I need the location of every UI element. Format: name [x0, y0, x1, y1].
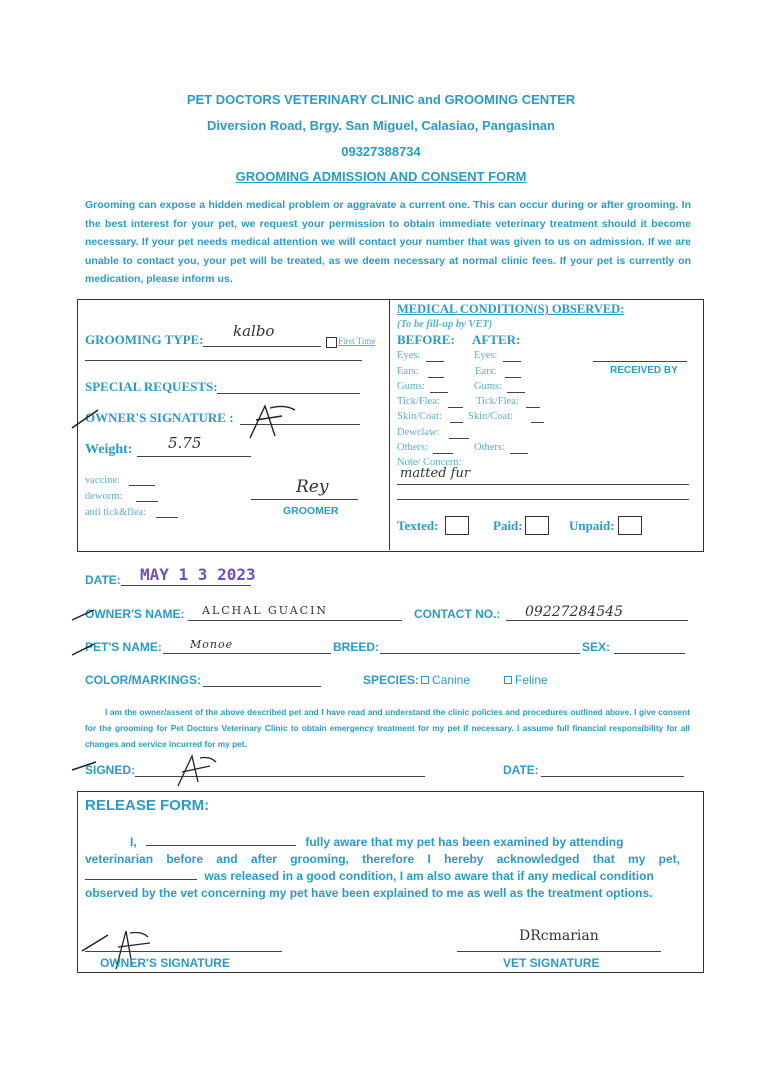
before-label: BEFORE:	[397, 332, 455, 347]
medical-subtitle: (To be fill-up by VET)	[397, 319, 493, 330]
before-tick: Tick/Flea:	[397, 396, 440, 407]
groomer-line	[251, 499, 358, 500]
received-by-label: RECEIVED BY	[610, 365, 678, 376]
release-vet-sig-value: DRcmarian	[519, 928, 599, 944]
vaccine-label: vaccine:	[85, 475, 120, 486]
before-ears: Ears:	[397, 366, 419, 377]
received-by-line	[593, 361, 687, 362]
date-label: DATE:	[85, 573, 121, 587]
consent-date-label: DATE:	[503, 763, 539, 777]
anti-tick-line	[156, 517, 178, 518]
release-vet-sig-line	[457, 951, 661, 952]
contact-value[interactable]: 09227284545	[525, 604, 623, 620]
deworm-line	[136, 501, 158, 502]
feline-label: Feline	[515, 673, 548, 687]
sex-label: SEX:	[582, 640, 611, 654]
before-others: Others:	[397, 442, 428, 453]
contact-label: CONTACT NO.:	[414, 607, 501, 621]
after-gums: Gums:	[474, 381, 503, 392]
after-skin: Skin/Coat:	[468, 411, 513, 422]
feline-checkbox[interactable]	[504, 676, 512, 684]
release-line-2: veterinarian before and after grooming, therefore I hereby acknowledged that my pet,	[85, 852, 680, 866]
after-label: AFTER:	[472, 332, 521, 347]
release-title: RELEASE FORM:	[85, 797, 210, 814]
clinic-name: PET DOCTORS VETERINARY CLINIC and GROOMING CENTER	[186, 92, 576, 107]
after-others: Others:	[474, 442, 505, 453]
breed-label: BREED:	[333, 640, 380, 654]
weight-line	[137, 456, 251, 457]
signed-mark	[70, 752, 250, 792]
note-line-2	[397, 499, 689, 500]
dewclaw-label: Dewclaw:	[397, 427, 440, 438]
date-stamp: MAY 1 3 2023	[140, 565, 256, 584]
before-gums: Gums:	[397, 381, 426, 392]
grooming-type-line	[203, 346, 321, 347]
special-requests-line	[217, 393, 360, 394]
paid-checkbox[interactable]	[525, 516, 549, 535]
consent-date-line	[541, 776, 684, 777]
unpaid-label: Unpaid:	[569, 518, 615, 533]
owner-name-line	[188, 620, 402, 621]
box-divider	[389, 299, 390, 550]
clinic-address: Diversion Road, Brgy. San Miguel, Calasiao, Pangasinan	[207, 118, 555, 133]
pet-name-value[interactable]: Monoe	[190, 638, 234, 651]
groomer-label: GROOMER	[283, 505, 339, 517]
weight-value[interactable]: 5.75	[168, 434, 202, 452]
grooming-type-label: GROOMING TYPE:	[85, 332, 204, 347]
before-skin: Skin/Coat:	[397, 411, 442, 422]
pet-name-line	[163, 653, 331, 654]
canine-checkbox[interactable]	[421, 676, 429, 684]
pet-name-mark	[70, 640, 100, 660]
weight-label: Weight:	[85, 442, 133, 457]
after-eyes: Eyes:	[474, 350, 498, 361]
release-line-3: was released in a good condition, I am also aware that if any medical condition	[85, 868, 680, 886]
note-value[interactable]: matted fur	[400, 466, 471, 481]
note-label: Note/ Concern:	[397, 457, 462, 468]
before-eyes: Eyes:	[397, 350, 421, 361]
species-label: SPECIES:	[363, 673, 420, 687]
consent-text: I am the owner/assent of the above described pet and I have read and understand the clinic policies and procedures outlined above. I give consent for the grooming for Pet Doctors Veterinary Clinic to obtain emergency treatment for my pet if necessary. I assume full financial responsibility for all changes and service incurred for my pet.	[85, 707, 690, 749]
owner-signature-label: OWNER'S SIGNATURE :	[85, 410, 234, 425]
note-line-1	[397, 484, 689, 485]
first-time-checkbox[interactable]	[326, 335, 337, 353]
deworm-label: deworm:	[85, 491, 123, 502]
release-line-1: I, fully aware that my pet has been examined by attending	[130, 835, 624, 849]
release-owner-sig-label: OWNER'S SIGNATURE	[100, 956, 230, 970]
pet-name-label: PET'S NAME:	[85, 640, 162, 654]
after-tick: Tick/Flea:	[476, 396, 519, 407]
texted-label: Texted:	[397, 518, 439, 533]
canine-label: Canine	[432, 673, 471, 687]
owner-name-mark	[70, 606, 100, 626]
color-label: COLOR/MARKINGS:	[85, 673, 201, 687]
clinic-phone: 09327388734	[341, 144, 421, 159]
texted-checkbox[interactable]	[445, 516, 469, 535]
color-line	[203, 686, 321, 687]
special-requests-label: SPECIAL REQUESTS:	[85, 379, 218, 394]
anti-tick-label: anti tick&flea:	[85, 507, 146, 518]
date-line	[121, 585, 251, 586]
grooming-type-line-2	[85, 360, 362, 361]
groomer-value[interactable]: Rey	[296, 477, 329, 497]
release-line-4: observed by the vet concerning my pet have been explained to me as well as the treatment options.	[85, 886, 653, 900]
release-vet-sig-label: VET SIGNATURE	[503, 956, 600, 970]
breed-line	[380, 653, 580, 654]
signed-label: SIGNED:	[85, 763, 136, 777]
medical-title: MEDICAL CONDITION(S) OBSERVED:	[397, 302, 625, 316]
grooming-type-value[interactable]: kalbo	[233, 322, 275, 340]
after-ears: Ears:	[475, 366, 497, 377]
owner-name-value[interactable]: ALCHAL GUACIN	[202, 604, 329, 617]
sex-line	[614, 653, 685, 654]
form-title: GROOMING ADMISSION AND CONSENT FORM	[235, 169, 527, 184]
contact-line	[506, 620, 688, 621]
paid-label: Paid:	[493, 518, 523, 533]
owner-name-label: OWNER'S NAME:	[85, 607, 185, 621]
first-time-label: First Time	[338, 336, 376, 346]
intro-paragraph: Grooming can expose a hidden medical problem or aggravate a current one. This can occur during or after grooming. In the best interest for your pet, we request your permission to obtain immediate veterinary treatment should it become necessary. If your pet needs medical attention we will contact your number that was given to us on admission. If we are unable to contact you, your pet will be treated, as we deem necessary at normal clinic fees. If your pet is currently on medication, please inform us.	[85, 199, 691, 285]
unpaid-checkbox[interactable]	[618, 516, 642, 535]
vaccine-line	[129, 485, 155, 486]
